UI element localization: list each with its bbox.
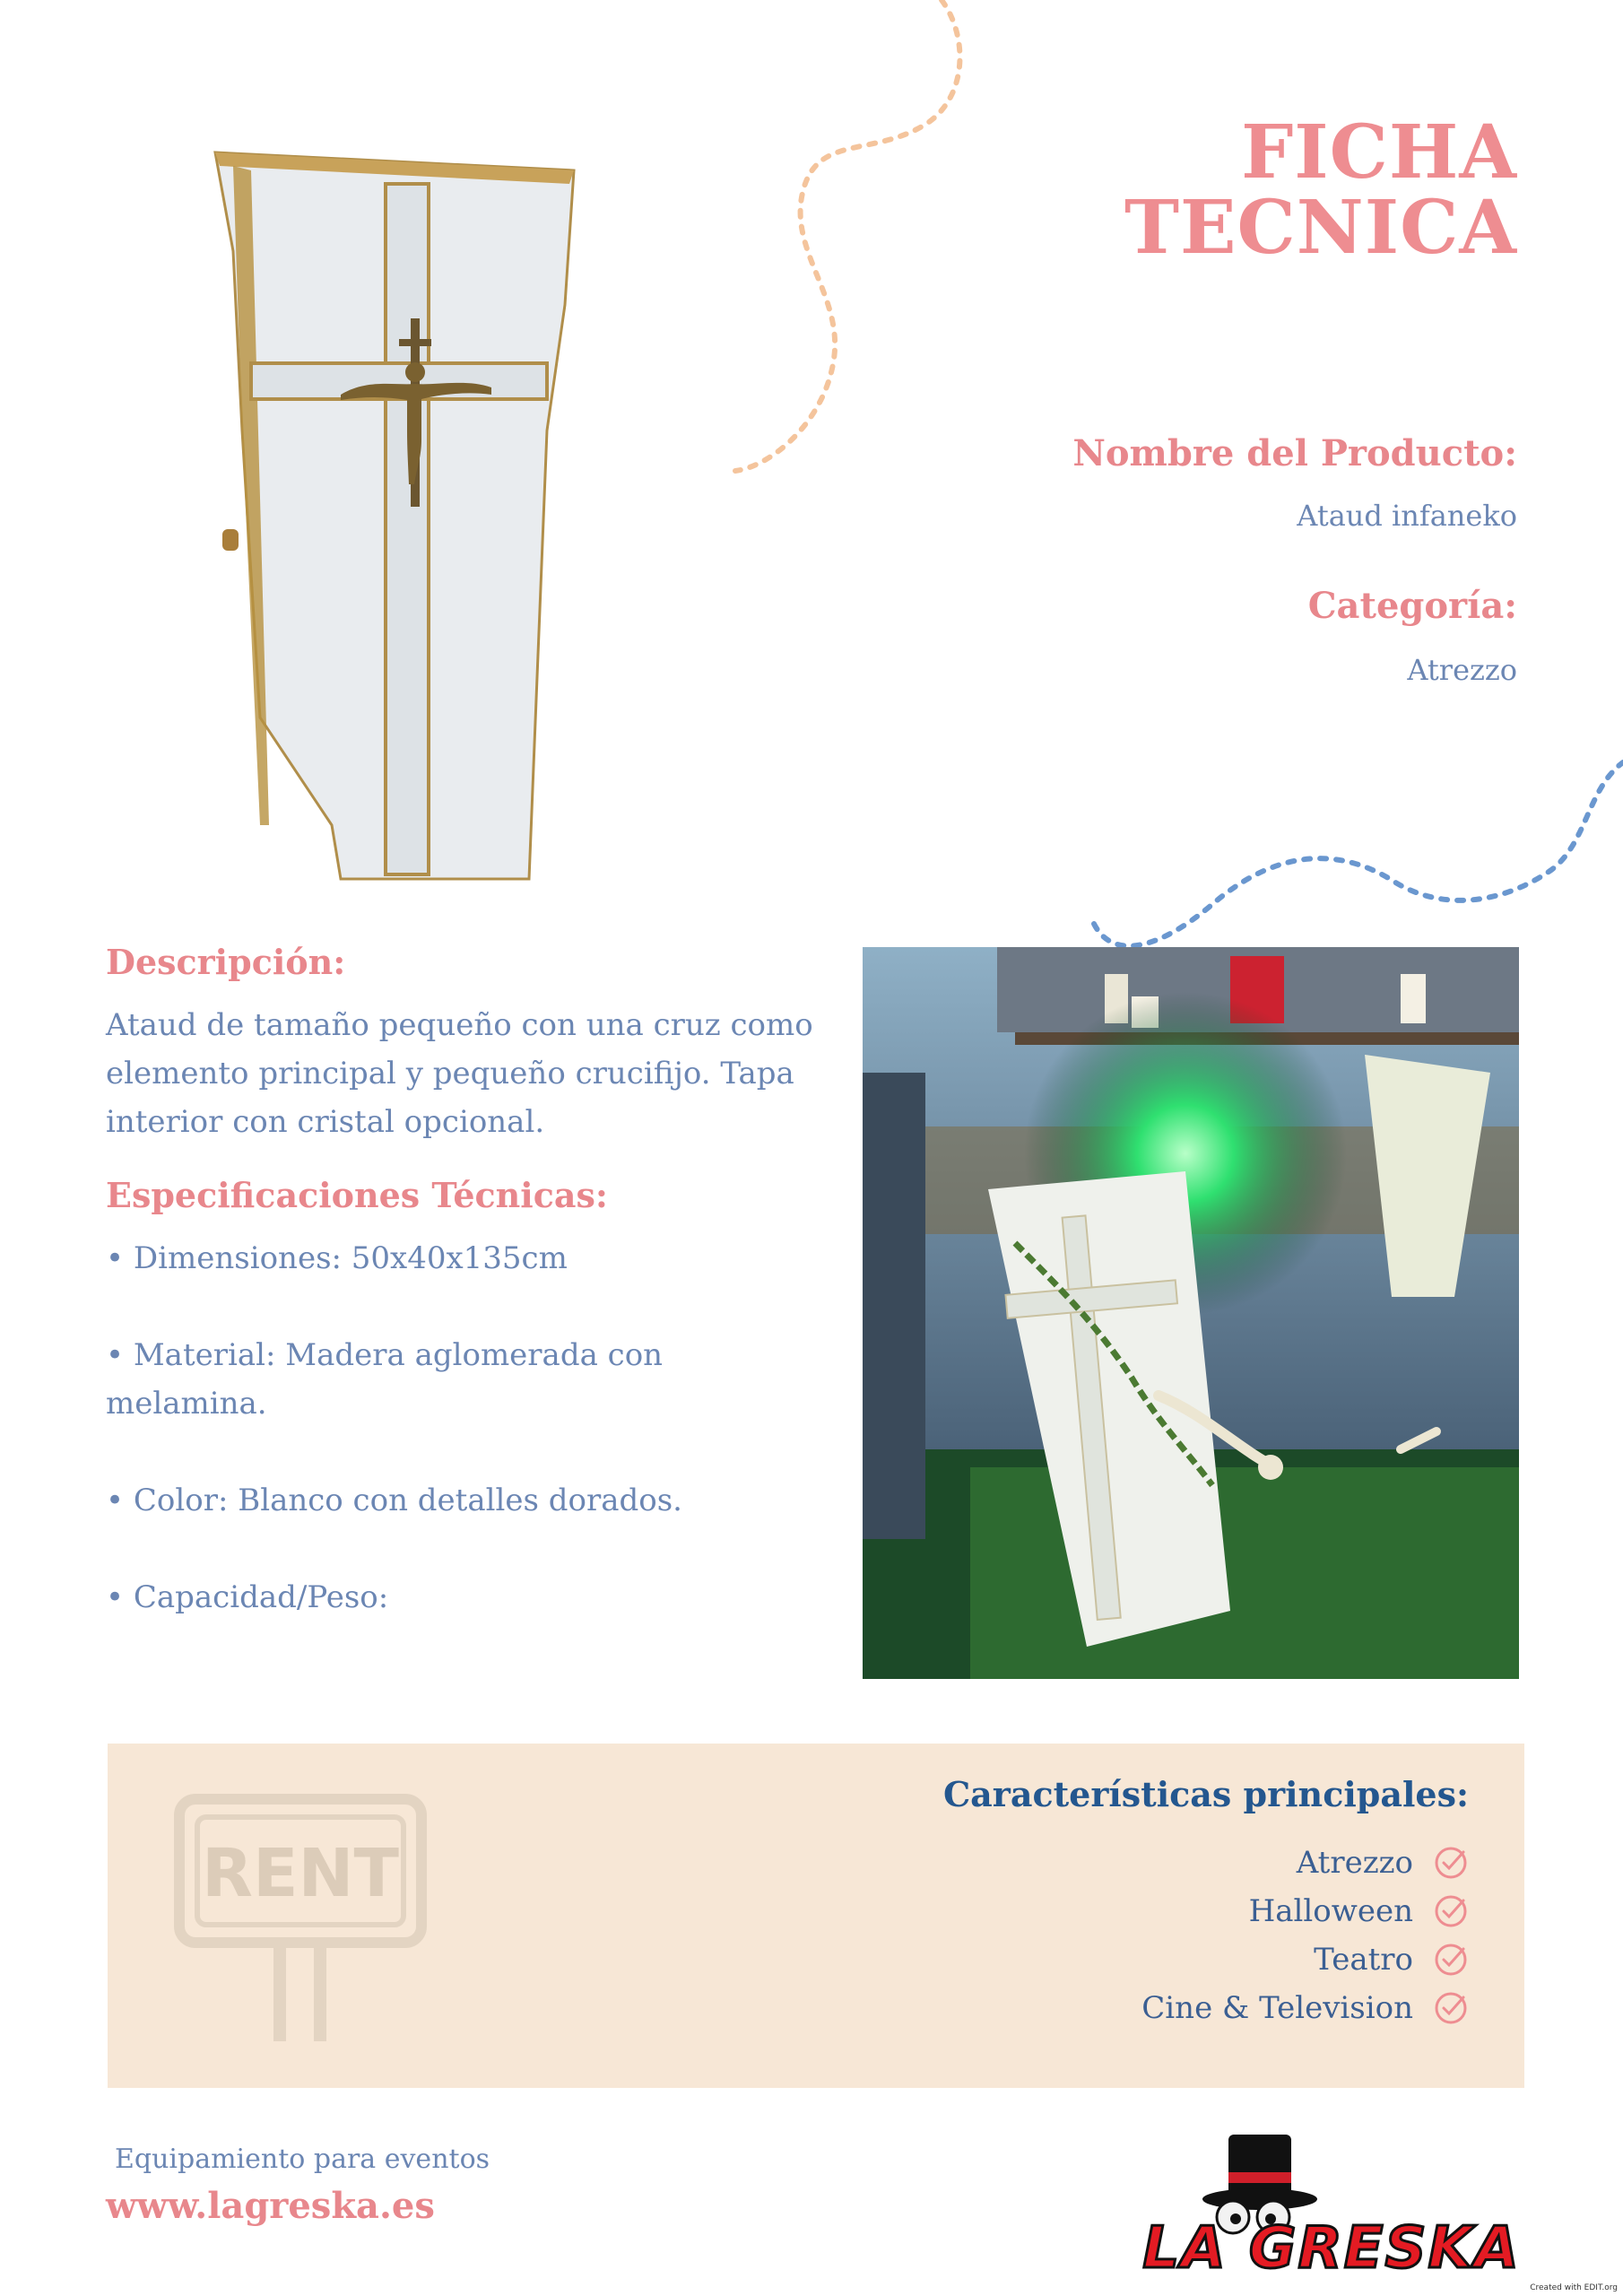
spec-item: • Material: Madera aglomerada con melamina. [106, 1337, 664, 1422]
specs-list [106, 1234, 823, 1670]
features-list [1141, 1839, 1469, 2032]
logo-text: LA GRESKA [1142, 2215, 1521, 2278]
credit-text: Created with EDIT.org [1530, 2283, 1618, 2292]
spec-item: • Capacidad/Peso: [106, 1579, 389, 1615]
scene-photo [863, 947, 1519, 1679]
feature-label: Halloween [1248, 1893, 1413, 1929]
category-value: Atrezzo [1407, 653, 1517, 687]
description-text: Ataud de tamaño pequeño con una cruz como elemento principal y pequeño crucifijo. Tapa interior con cristal opcional. [106, 1007, 813, 1140]
page-title [890, 109, 1517, 271]
description-label: Descripción: [106, 942, 346, 982]
product-name-value: Ataud infaneko [1297, 499, 1517, 533]
check-circle-icon [1433, 1942, 1469, 1978]
spec-item: • Color: Blanco con detalles dorados. [106, 1483, 682, 1518]
footer-tagline: Equipamiento para eventos [115, 2144, 490, 2175]
title-line-2: TECNICA [1124, 185, 1517, 271]
feature-item [1141, 1935, 1469, 1984]
feature-label: Atrezzo [1296, 1845, 1413, 1881]
feature-item [1141, 1839, 1469, 1887]
feature-item [1141, 1984, 1469, 2032]
title-line-1: FICHA [1241, 109, 1517, 196]
coffin-product-image [206, 144, 583, 897]
spec-item: • Dimensiones: 50x40x135cm [106, 1240, 568, 1276]
website-link[interactable]: www.lagreska.es [106, 2185, 435, 2227]
check-circle-icon [1433, 1893, 1469, 1929]
category-label: Categoría: [1307, 585, 1517, 627]
check-circle-icon [1433, 1990, 1469, 2026]
feature-item [1141, 1887, 1469, 1935]
features-title: Características principales: [942, 1774, 1469, 1814]
la-greska-logo [1139, 2117, 1524, 2278]
check-circle-icon [1433, 1845, 1469, 1881]
dotted-curve-blue [1085, 744, 1623, 960]
rent-sign-text: RENT [202, 1835, 399, 1912]
product-name-label: Nombre del Producto: [1072, 432, 1517, 474]
feature-label: Teatro [1314, 1942, 1413, 1978]
feature-label: Cine & Television [1141, 1990, 1413, 2026]
rent-sign-icon [170, 1790, 430, 2050]
specs-label: Especificaciones Técnicas: [106, 1175, 608, 1215]
